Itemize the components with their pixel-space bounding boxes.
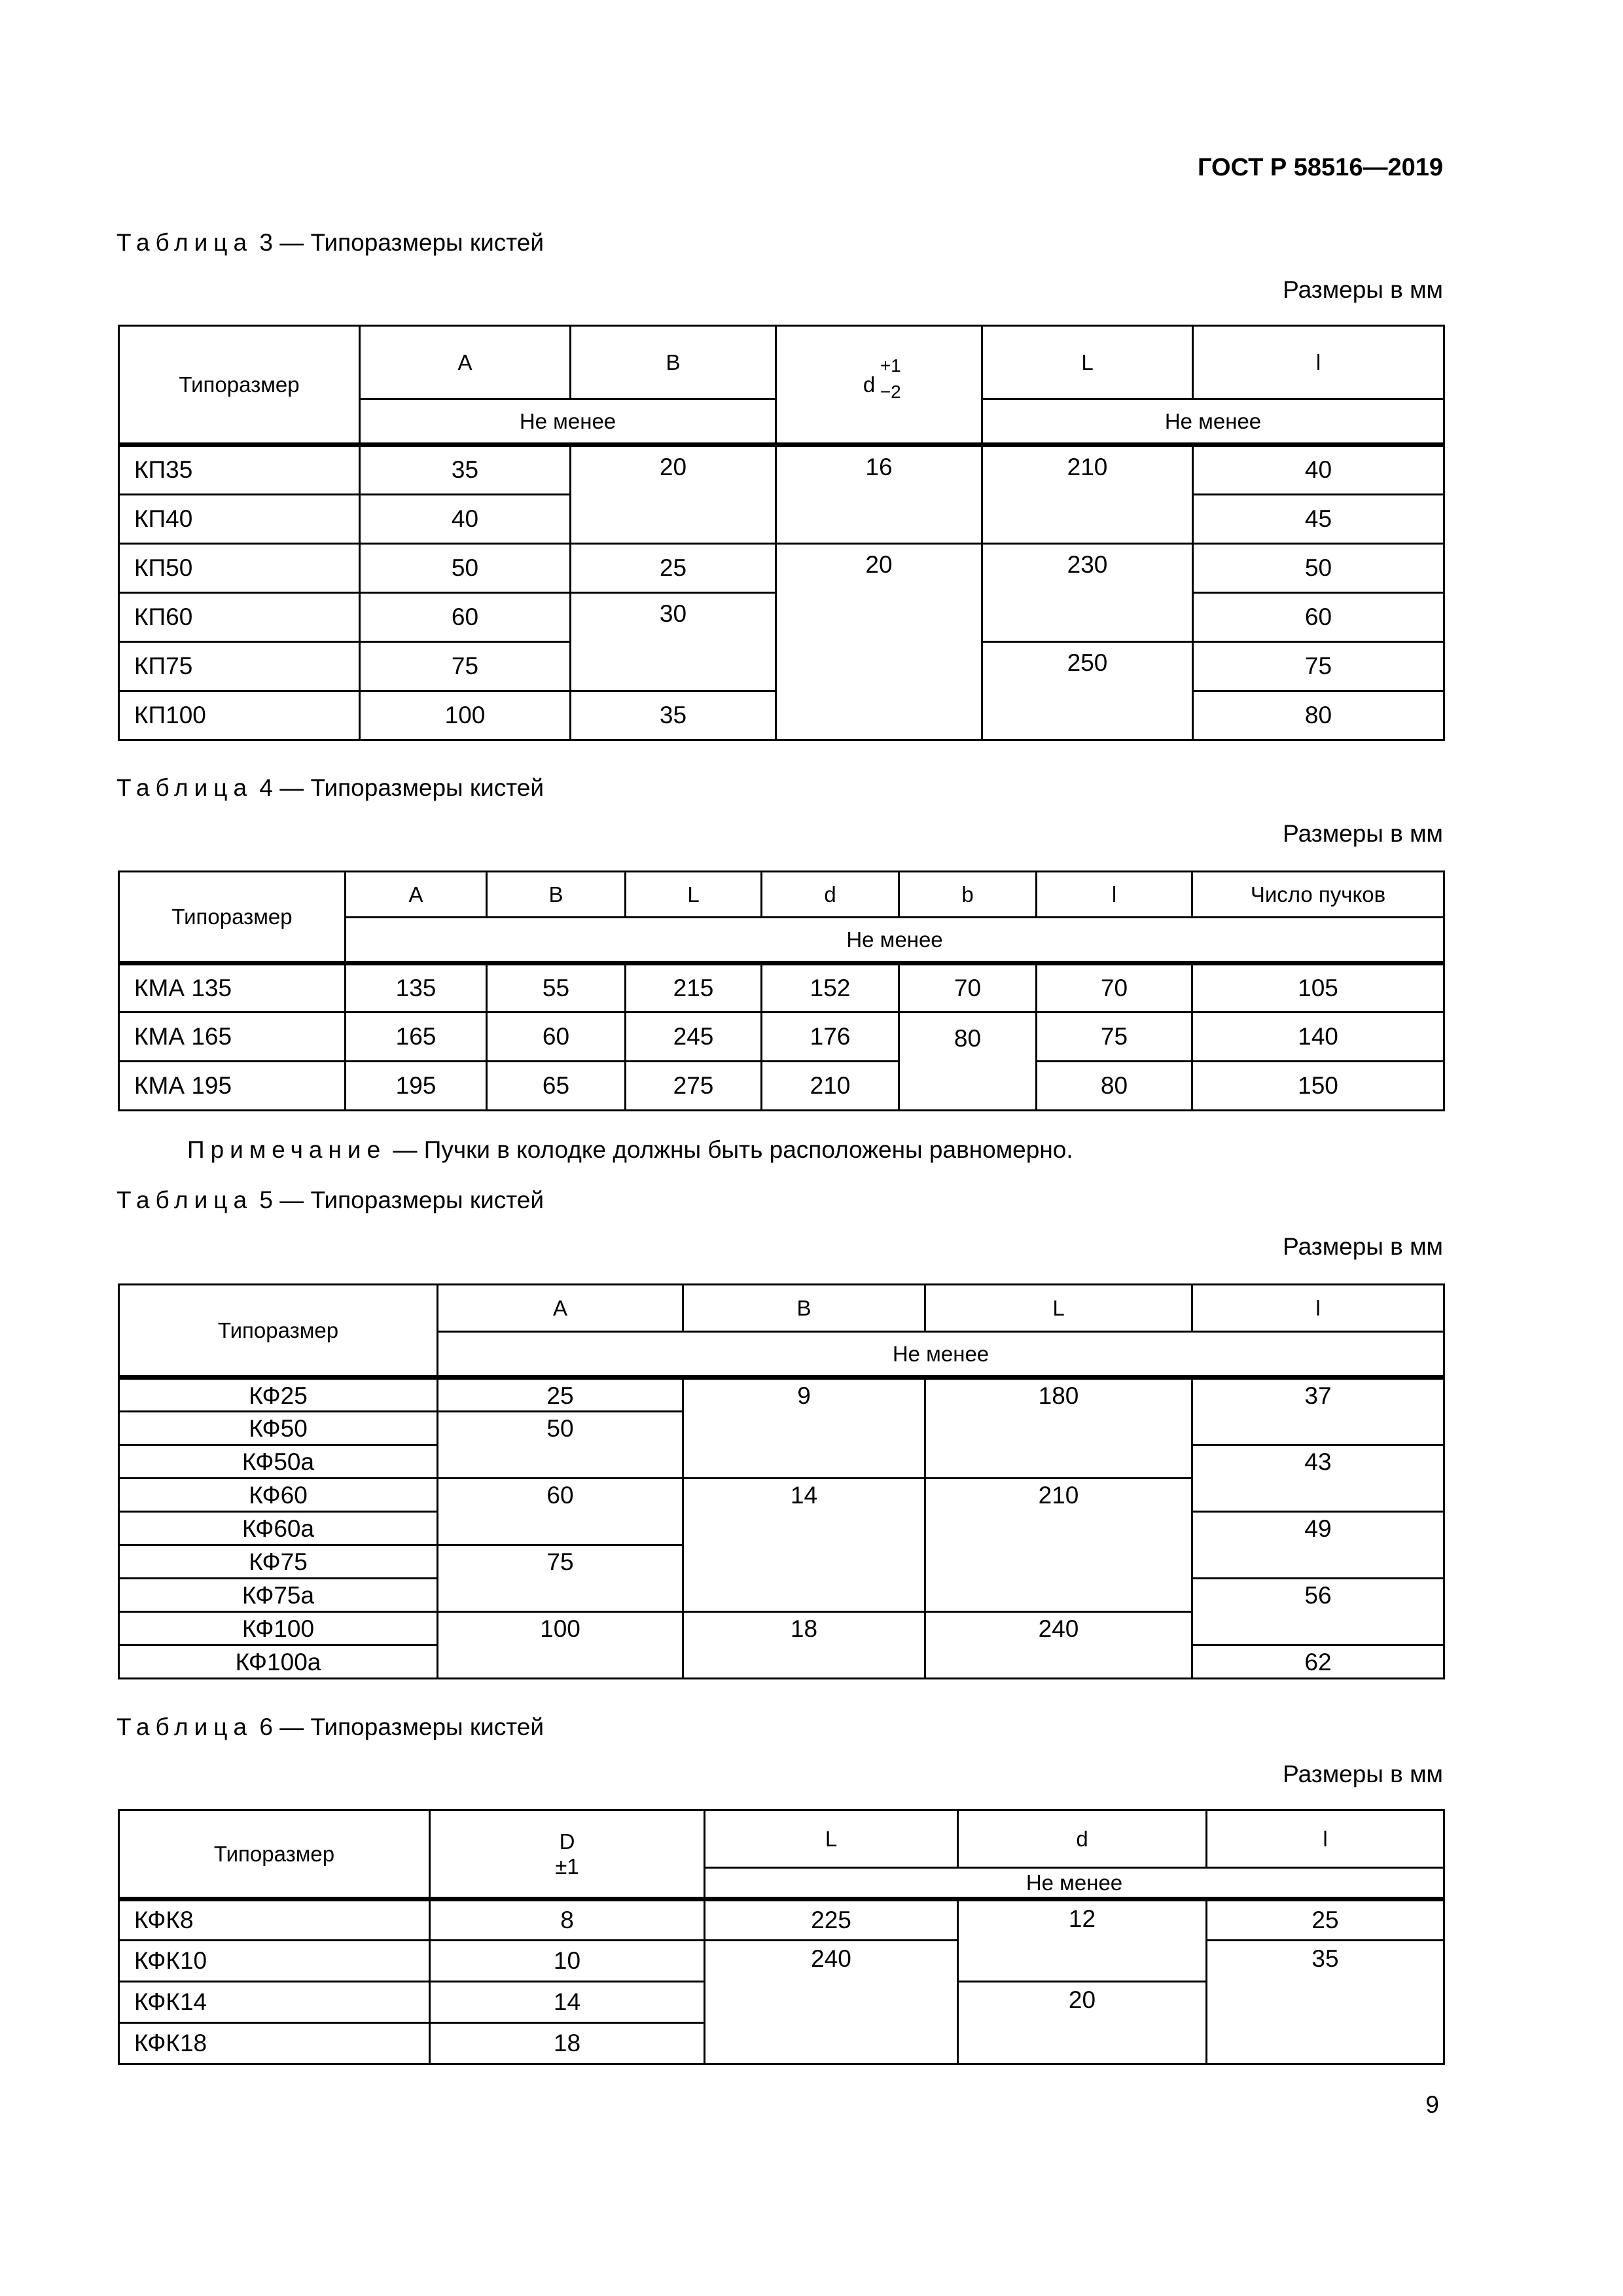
table-cell-A: 25 xyxy=(438,1378,683,1412)
table-cell-A: 75 xyxy=(360,642,571,691)
table-cell-A: 100 xyxy=(360,691,571,740)
table3-header-B: B xyxy=(571,326,776,399)
note-word: Примечание xyxy=(187,1136,387,1163)
table-cell-A: 60 xyxy=(360,593,571,642)
table5-units: Размеры в мм xyxy=(1283,1233,1443,1260)
table-cell-l: 75 xyxy=(1037,1013,1192,1062)
table-cell-B: 18 xyxy=(683,1612,925,1679)
table6-D-tolerance: ±1 xyxy=(555,1854,579,1878)
table3-not-less-left: Не менее xyxy=(360,399,776,445)
table-row-type: КФ75а xyxy=(119,1579,438,1612)
table6-caption-word: Таблица xyxy=(116,1713,253,1740)
table-cell-l: 75 xyxy=(1193,642,1444,691)
table-cell-l: 49 xyxy=(1192,1512,1444,1579)
table-row-type: КП100 xyxy=(119,691,360,740)
table-cell-B: 14 xyxy=(683,1479,925,1612)
table-row-type: КФ60а xyxy=(119,1512,438,1545)
table5-caption-word: Таблица xyxy=(116,1187,253,1213)
table-cell-B: 60 xyxy=(487,1013,626,1062)
table-cell-L: 240 xyxy=(925,1612,1192,1679)
table-cell-L: 245 xyxy=(626,1013,762,1062)
table-cell-B: 65 xyxy=(487,1062,626,1111)
table-cell-d: 16 xyxy=(776,445,982,544)
table3-caption xyxy=(116,229,544,257)
table-row-type: КФК10 xyxy=(119,1941,430,1982)
standard-number: ГОСТ Р 58516—2019 xyxy=(1198,154,1443,181)
table3-header-l: l xyxy=(1193,326,1444,399)
table-row-type: КФ25 xyxy=(119,1378,438,1412)
table-cell-b: 80 xyxy=(899,1013,1037,1111)
table4-caption xyxy=(116,774,544,802)
table3-d-tolerance xyxy=(863,355,901,402)
table-cell-D: 8 xyxy=(430,1899,705,1941)
table-cell-l: 56 xyxy=(1192,1579,1444,1645)
table4-header-l: l xyxy=(1037,872,1192,918)
table4-caption-title: 4 — Типоразмеры кистей xyxy=(259,774,544,801)
table-row-type: КФ50 xyxy=(119,1412,438,1445)
table5-header-B: B xyxy=(683,1285,925,1332)
table-cell-L: 180 xyxy=(925,1378,1192,1479)
table3-d-symbol: d xyxy=(863,372,876,397)
note-text: — Пучки в колодке должны быть расположены равномерно. xyxy=(393,1136,1073,1163)
table-cell-B: 35 xyxy=(571,691,776,740)
table-cell-L: 275 xyxy=(626,1062,762,1111)
table3-d-minus: −2 xyxy=(880,381,901,402)
table-cell-A: 135 xyxy=(346,963,487,1013)
table-cell-B: 9 xyxy=(683,1378,925,1479)
table-cell-l: 50 xyxy=(1193,544,1444,593)
table3-header-d xyxy=(776,326,982,445)
table-row-type: КП35 xyxy=(119,445,360,495)
table6-D-symbol: D xyxy=(559,1829,575,1854)
table5-header-A: A xyxy=(438,1285,683,1332)
table-cell-count: 150 xyxy=(1192,1062,1444,1111)
table5-not-less: Не менее xyxy=(438,1332,1444,1378)
table-row-type: КМА 195 xyxy=(119,1062,346,1111)
table-cell-A: 100 xyxy=(438,1612,683,1679)
table4-not-less: Не менее xyxy=(346,918,1444,963)
table-cell-l: 43 xyxy=(1192,1445,1444,1512)
table-row-type: КМА 135 xyxy=(119,963,346,1013)
table6-caption-title: 6 — Типоразмеры кистей xyxy=(259,1713,544,1740)
table-row-type: КФ60 xyxy=(119,1479,438,1512)
table4-header-L: L xyxy=(626,872,762,918)
table-cell-B: 20 xyxy=(571,445,776,544)
table-cell-d: 152 xyxy=(762,963,899,1013)
table-cell-D: 14 xyxy=(430,1982,705,2023)
table-row-type: КМА 165 xyxy=(119,1013,346,1062)
table5-header-L: L xyxy=(925,1285,1192,1332)
table-row-type: КФ100 xyxy=(119,1612,438,1645)
table4-header-A: A xyxy=(346,872,487,918)
table4-note xyxy=(187,1136,1073,1164)
table-row-type: КП60 xyxy=(119,593,360,642)
table6-header-D xyxy=(430,1810,705,1899)
table-cell-A: 35 xyxy=(360,445,571,495)
table-cell-A: 50 xyxy=(438,1412,683,1479)
table-row-type: КП40 xyxy=(119,495,360,544)
table-row-type: КФ75 xyxy=(119,1545,438,1579)
table-cell-l: 60 xyxy=(1193,593,1444,642)
table6-header-d: d xyxy=(958,1810,1207,1868)
table6-caption xyxy=(116,1713,544,1741)
table-row-type: КФ50а xyxy=(119,1445,438,1479)
table5-caption xyxy=(116,1187,544,1214)
table-cell-count: 140 xyxy=(1192,1013,1444,1062)
table-cell-b: 70 xyxy=(899,963,1037,1013)
table-cell-d: 12 xyxy=(958,1899,1207,1982)
table6-units: Размеры в мм xyxy=(1283,1761,1443,1787)
table-cell-l: 45 xyxy=(1193,495,1444,544)
table-cell-A: 50 xyxy=(360,544,571,593)
table5-header-type: Типоразмер xyxy=(119,1285,438,1378)
table-cell-l: 40 xyxy=(1193,445,1444,495)
table3 xyxy=(118,325,1445,741)
table6 xyxy=(118,1809,1445,2065)
table4-header-type: Типоразмер xyxy=(119,872,346,963)
table4-header-d: d xyxy=(762,872,899,918)
table3-header-A: A xyxy=(360,326,571,399)
table3-units: Размеры в мм xyxy=(1283,276,1443,303)
table4-header-B: B xyxy=(487,872,626,918)
table5 xyxy=(118,1283,1445,1679)
table-cell-l: 80 xyxy=(1037,1062,1192,1111)
table-cell-L: 230 xyxy=(982,544,1193,642)
table-cell-B: 30 xyxy=(571,593,776,691)
table-cell-d: 20 xyxy=(958,1982,1207,2064)
table6-header-L: L xyxy=(705,1810,958,1868)
table-cell-L: 215 xyxy=(626,963,762,1013)
table-cell-l: 25 xyxy=(1207,1899,1444,1941)
table-cell-d: 210 xyxy=(762,1062,899,1111)
table4-header-count: Число пучков xyxy=(1192,872,1444,918)
table3-header-L: L xyxy=(982,326,1193,399)
table-row-type: КФ100а xyxy=(119,1645,438,1679)
table-cell-D: 18 xyxy=(430,2023,705,2064)
table6-header-type: Типоразмер xyxy=(119,1810,430,1899)
table-cell-B: 25 xyxy=(571,544,776,593)
table-cell-B: 55 xyxy=(487,963,626,1013)
table-cell-L: 240 xyxy=(705,1941,958,2064)
table6-not-less: Не менее xyxy=(705,1868,1444,1899)
table-cell-L: 210 xyxy=(982,445,1193,544)
table-cell-A: 60 xyxy=(438,1479,683,1545)
table4-units: Размеры в мм xyxy=(1283,820,1443,847)
table-row-type: КФК18 xyxy=(119,2023,430,2064)
table-row-type: КП75 xyxy=(119,642,360,691)
table-cell-l: 70 xyxy=(1037,963,1192,1013)
table-cell-l: 62 xyxy=(1192,1645,1444,1679)
table4 xyxy=(118,870,1445,1111)
table3-caption-word: Таблица xyxy=(116,229,253,256)
page-number: 9 xyxy=(1425,2091,1439,2118)
table-cell-A: 195 xyxy=(346,1062,487,1111)
table3-not-less-right: Не менее xyxy=(982,399,1444,445)
table-row-type: КФК14 xyxy=(119,1982,430,2023)
table6-header-l: l xyxy=(1207,1810,1444,1868)
table-row-type: КП50 xyxy=(119,544,360,593)
table-cell-L: 250 xyxy=(982,642,1193,740)
table-cell-A: 75 xyxy=(438,1545,683,1612)
table5-caption-title: 5 — Типоразмеры кистей xyxy=(259,1187,544,1213)
table-cell-A: 165 xyxy=(346,1013,487,1062)
table-row-type: КФК8 xyxy=(119,1899,430,1941)
table-cell-A: 40 xyxy=(360,495,571,544)
table-cell-l: 35 xyxy=(1207,1941,1444,2064)
table-cell-count: 105 xyxy=(1192,963,1444,1013)
table3-header-type: Типоразмер xyxy=(119,326,360,445)
table-cell-l: 80 xyxy=(1193,691,1444,740)
table-cell-D: 10 xyxy=(430,1941,705,1982)
table4-caption-word: Таблица xyxy=(116,774,253,801)
table3-caption-title: 3 — Типоразмеры кистей xyxy=(259,229,544,256)
table-cell-l: 37 xyxy=(1192,1378,1444,1445)
table4-header-b: b xyxy=(899,872,1037,918)
table-cell-L: 210 xyxy=(925,1479,1192,1612)
table5-header-l: l xyxy=(1192,1285,1444,1332)
table3-d-plus: +1 xyxy=(880,355,901,376)
table-cell-L: 225 xyxy=(705,1899,958,1941)
table-cell-d: 176 xyxy=(762,1013,899,1062)
table-cell-d: 20 xyxy=(776,544,982,740)
